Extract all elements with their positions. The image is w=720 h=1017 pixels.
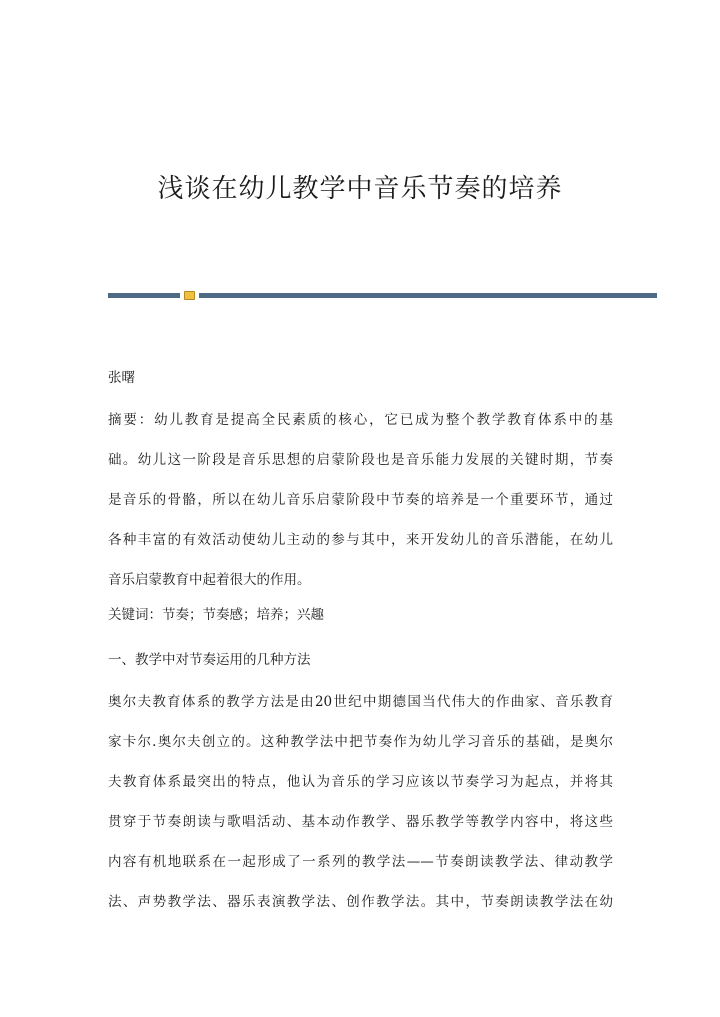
- section-heading: 一、教学中对节奏运用的几种方法: [108, 652, 311, 668]
- divider-ornament-icon: [184, 291, 195, 300]
- abstract-line: 础。幼儿这一阶段是音乐思想的启蒙阶段也是音乐能力发展的关键时期，节奏: [108, 452, 613, 468]
- author-name: 张曙: [108, 370, 135, 386]
- body-line: 家卡尔.奥尔夫创立的。这种教学法中把节奏作为幼儿学习音乐的基础，是奥尔: [108, 734, 613, 750]
- document-title: 浅谈在幼儿教学中音乐节奏的培养: [157, 174, 563, 204]
- abstract-line: 音乐启蒙教育中起着很大的作用。: [108, 572, 311, 588]
- body-line: 夫教育体系最突出的特点，他认为音乐的学习应该以节奏学习为起点，并将其: [108, 774, 613, 790]
- body-paragraph: [108, 692, 613, 912]
- keywords-line: 关键词：节奏；节奏感；培养；兴趣: [108, 607, 324, 623]
- body-line: 法、声势教学法、器乐表演教学法、创作教学法。其中，节奏朗读教学法在幼: [108, 894, 613, 910]
- title-divider-right: [199, 293, 657, 298]
- body-line: 奥尔夫教育体系的教学方法是由20世纪中期德国当代伟大的作曲家、音乐教育: [108, 694, 613, 710]
- abstract-line: 是音乐的骨骼，所以在幼儿音乐启蒙阶段中节奏的培养是一个重要环节，通过: [108, 492, 613, 508]
- title-divider-left: [108, 293, 180, 298]
- body-line: 内容有机地联系在一起形成了一系列的教学法——节奏朗读教学法、律动教学: [108, 854, 613, 870]
- body-line: 贯穿于节奏朗读与歌唱活动、基本动作教学、器乐教学等教学内容中，将这些: [108, 814, 613, 830]
- abstract-line: 各种丰富的有效活动使幼儿主动的参与其中，来开发幼儿的音乐潜能，在幼儿: [108, 532, 613, 548]
- abstract-line: 摘要：幼儿教育是提高全民素质的核心，它已成为整个教学教育体系中的基: [108, 412, 613, 428]
- abstract-paragraph: [108, 410, 613, 590]
